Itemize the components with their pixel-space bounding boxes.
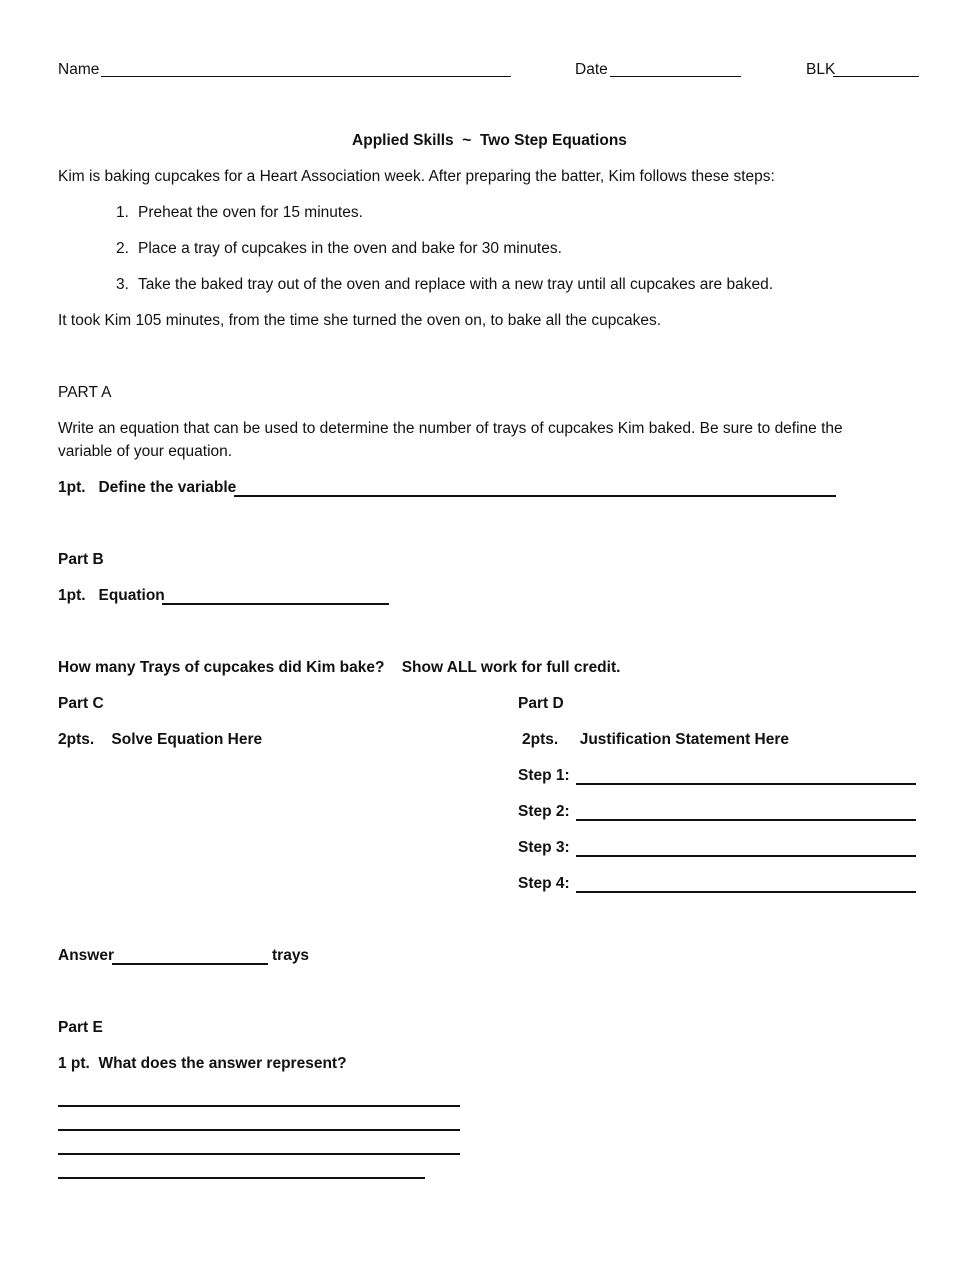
date-label: Date — [575, 61, 608, 78]
list-item — [116, 203, 363, 223]
step-1-field[interactable] — [576, 783, 916, 785]
part-e-answer-line-2[interactable] — [58, 1129, 460, 1131]
part-e-answer-line-4[interactable] — [58, 1177, 425, 1179]
define-variable-field[interactable] — [234, 495, 836, 497]
intro-text: Kim is baking cupcakes for a Heart Association week. After preparing the batter, Kim follows these steps: — [58, 168, 775, 185]
step-4-field[interactable] — [576, 891, 916, 893]
part-e-answer-line-3[interactable] — [58, 1153, 460, 1155]
step-label: Step 3: — [518, 839, 570, 856]
list-item — [116, 275, 773, 295]
name-field[interactable] — [101, 76, 511, 77]
page-title: Applied Skills ~ Two Step Equations — [352, 132, 627, 149]
part-c-heading: Part C — [58, 695, 104, 712]
blk-label: BLK — [806, 61, 836, 78]
justification-label: 2pts. Justification Statement Here — [522, 731, 790, 748]
step-label: Step 2: — [518, 803, 570, 820]
solve-equation-label: 2pts. Solve Equation Here — [58, 731, 263, 748]
summary-text: It took Kim 105 minutes, from the time she turned the oven on, to bake all the cupcakes. — [58, 312, 662, 329]
blk-field[interactable] — [833, 76, 919, 77]
date-field[interactable] — [610, 76, 741, 77]
part-b-heading: Part B — [58, 551, 104, 568]
list-item-text: Preheat the oven for 15 minutes. — [138, 204, 363, 221]
step-label: Step 4: — [518, 875, 570, 892]
part-e-heading: Part E — [58, 1019, 103, 1036]
define-variable-label: 1pt. Define the variable — [58, 479, 237, 496]
list-item-number: 2. — [116, 240, 129, 257]
equation-label: 1pt. Equation — [58, 587, 165, 604]
part-a-prompt-line1: Write an equation that can be used to determine the number of trays of cupcakes Kim baked. Be sure to define the — [58, 420, 843, 437]
answer-label: Answer — [58, 947, 114, 964]
part-d-heading: Part D — [518, 695, 564, 712]
list-item — [116, 239, 562, 259]
list-item-text: Place a tray of cupcakes in the oven and bake for 30 minutes. — [138, 240, 562, 257]
part-e-answer-line-1[interactable] — [58, 1105, 460, 1107]
step-label: Step 1: — [518, 767, 570, 784]
trays-question: How many Trays of cupcakes did Kim bake? Show ALL work for full credit. — [58, 659, 621, 676]
list-item-text: Take the baked tray out of the oven and replace with a new tray until all cupcakes are baked. — [138, 276, 774, 293]
step-3-field[interactable] — [576, 855, 916, 857]
list-item-number: 3. — [116, 276, 129, 293]
name-label: Name — [58, 61, 100, 78]
equation-field[interactable] — [162, 603, 389, 605]
answer-field[interactable] — [112, 963, 268, 965]
part-a-prompt-line2: variable of your equation. — [58, 443, 233, 460]
answer-unit: trays — [272, 947, 310, 964]
part-a-heading: PART A — [58, 384, 112, 401]
list-item-number: 1. — [116, 204, 129, 221]
part-e-question: 1 pt. What does the answer represent? — [58, 1055, 347, 1072]
step-2-field[interactable] — [576, 819, 916, 821]
solve-work-area[interactable] — [58, 756, 488, 936]
